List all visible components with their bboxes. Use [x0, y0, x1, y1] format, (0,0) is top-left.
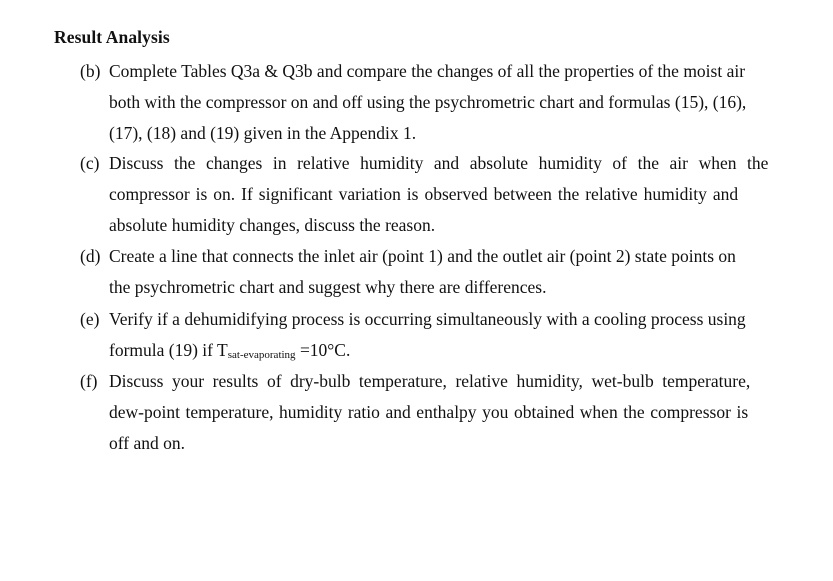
item-label: (c) — [80, 153, 100, 173]
text-line-content: dew-point temperature, humidity ratio and enthalpy you obtained when the compressor is — [109, 402, 749, 422]
text-line — [109, 148, 769, 179]
text-line: off and on. — [109, 433, 185, 453]
item-label: (f) — [80, 371, 98, 391]
item-text — [109, 56, 763, 149]
text-line: the psychrometric chart and suggest why there are differences. — [109, 277, 547, 297]
section-heading: Result Analysis — [54, 27, 170, 47]
text-line: Create a line that connects the inlet air (point 1) and the outlet air (point 2) state points on — [109, 246, 736, 266]
text-line: Verify if a dehumidifying process is occurring simultaneously with a cooling process using — [109, 309, 746, 329]
text-line-content: Discuss the changes in relative humidity and absolute humidity of the air when the — [109, 153, 769, 173]
item-text — [109, 304, 763, 371]
question-item-d — [80, 241, 763, 303]
item-label: (d) — [80, 246, 101, 266]
question-item-e — [80, 304, 763, 371]
text-line-content: both with the compressor on and off using the psychrometric chart and formulas (15), (16), — [109, 92, 747, 112]
formula-prefix: formula (19) if T — [109, 340, 228, 360]
text-line — [109, 397, 763, 428]
text-line — [109, 366, 763, 397]
formula-subscript: sat-evaporating — [227, 349, 296, 361]
item-label: (b) — [80, 61, 101, 81]
text-line-content: compressor is on. If significant variation is observed between the relative humidity and — [109, 184, 739, 204]
text-line — [109, 179, 763, 210]
question-item-b — [80, 56, 763, 149]
text-line-content: Complete Tables Q3a & Q3b and compare the changes of all the properties of the moist air — [109, 61, 746, 81]
text-line: absolute humidity changes, discuss the reason. — [109, 215, 436, 235]
item-text — [109, 366, 763, 459]
question-item-f — [80, 366, 763, 459]
text-line-content: Discuss your results of dry-bulb temperature, relative humidity, wet-bulb temperature, — [109, 371, 751, 391]
item-text — [109, 148, 769, 241]
question-item-c — [80, 148, 769, 241]
formula-suffix: =10°C. — [295, 340, 351, 360]
item-label: (e) — [80, 309, 100, 329]
item-text — [109, 241, 763, 303]
text-line: (17), (18) and (19) given in the Appendix 1. — [109, 123, 417, 143]
text-line — [109, 56, 763, 87]
text-line — [109, 87, 763, 118]
